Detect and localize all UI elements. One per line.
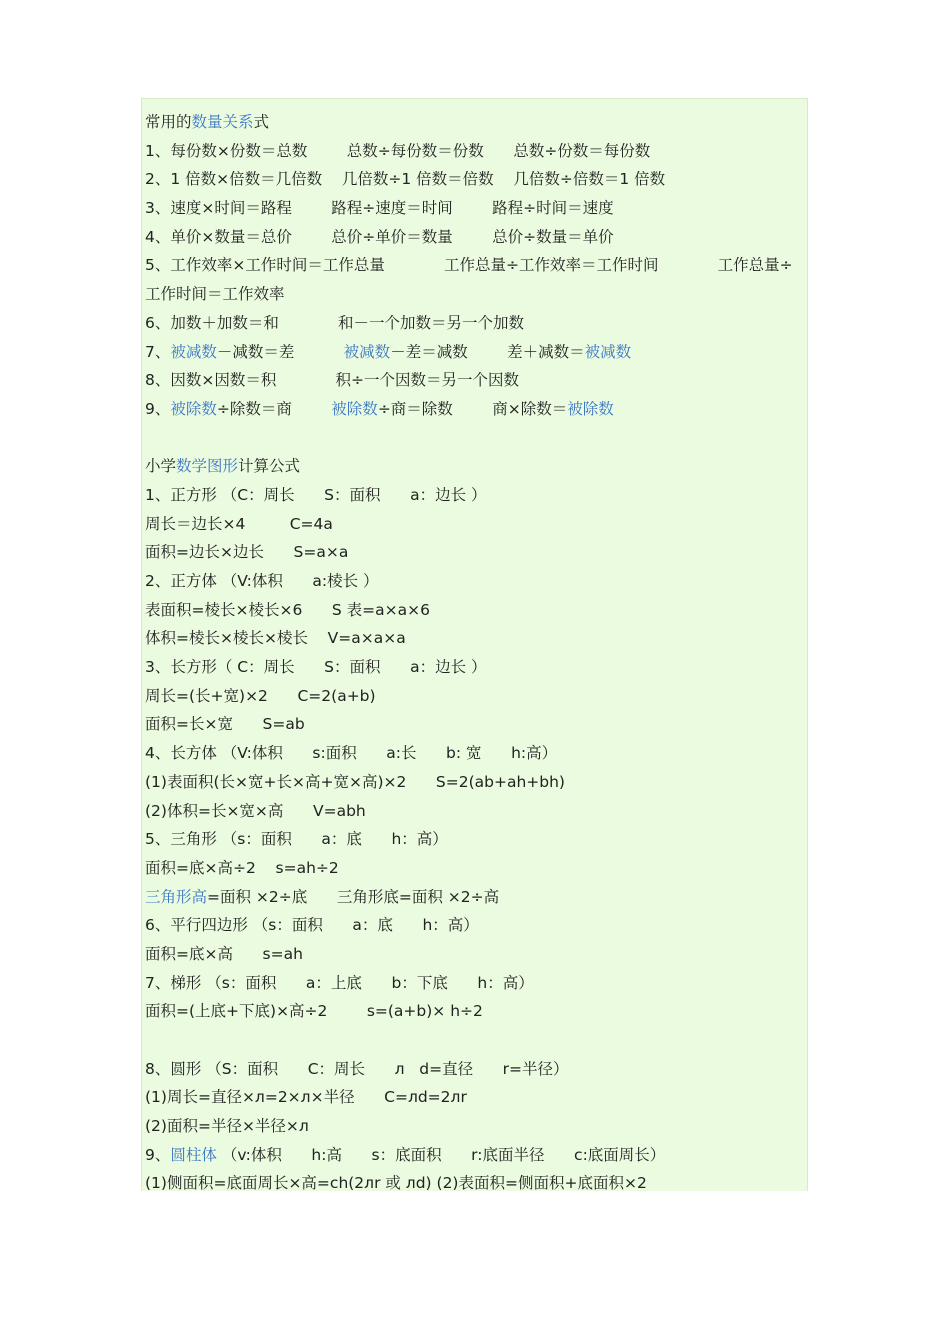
- section2-line-10: [145, 739, 807, 768]
- text-run: (1)表面积(长×宽+长×高+宽×高)×2 S=2(ab+ah+bh): [145, 772, 565, 791]
- text-run: 8、因数×因数＝积 积÷一个因数＝另一个因数: [145, 371, 519, 390]
- text-run: 表面积=棱长×棱长×6 S 表=a×a×6: [145, 600, 430, 619]
- text-run: 6、加数＋加数＝和 和－一个加数＝另一个加数: [145, 313, 524, 332]
- text-run: 7、: [145, 342, 171, 361]
- text-run: ÷商＝除数 商×除数＝: [377, 399, 568, 418]
- text-run: 面积=底×高÷2 s=ah÷2: [145, 858, 339, 877]
- section1-title: [145, 108, 807, 137]
- text-run: =面积 ×2÷底 三角形底=面积 ×2÷高: [207, 887, 500, 906]
- section2-line-2: [145, 510, 807, 539]
- section1-lines: [145, 137, 807, 424]
- text-run: （v:体积 h:高 s：底面积 r:底面半径 c:底面周长）: [216, 1145, 666, 1164]
- text-run: 1、正方形 （C：周长 S：面积 a：边长 ）: [145, 485, 487, 504]
- highlighted-term[interactable]: 被除数: [567, 399, 614, 418]
- text-run: －差＝减数 差＋减数＝: [390, 342, 585, 361]
- section1-line-2: [145, 165, 807, 194]
- highlighted-term[interactable]: 被减数: [584, 342, 632, 361]
- section1-line-4: [145, 223, 807, 252]
- text-run: 3、速度×时间＝路程 路程÷速度＝时间 路程÷时间＝速度: [145, 199, 614, 218]
- section1-line-7: [145, 309, 807, 338]
- section2-line-23: [145, 1112, 807, 1141]
- highlighted-term[interactable]: 数量关系: [191, 113, 254, 131]
- text-run: 7、梯形 （s：面积 a：上底 b：下底 h：高）: [145, 973, 534, 992]
- section2-line-14: [145, 854, 807, 883]
- section2-line-22: [145, 1083, 807, 1112]
- text-run: 工作时间＝工作效率: [145, 285, 285, 304]
- blank-line: [145, 1026, 807, 1055]
- section1-line-3: [145, 194, 807, 223]
- section2-line-8: [145, 682, 807, 711]
- text-run: 周长＝边长×4 C=4a: [145, 514, 333, 533]
- section-spacer: [145, 424, 807, 453]
- text-run: 4、单价×数量＝总价 总价÷单价＝数量 总价÷数量＝单价: [145, 227, 614, 246]
- section2-line-7: [145, 653, 807, 682]
- section2-line-25: [145, 1169, 807, 1191]
- section2-title: [145, 452, 807, 481]
- highlighted-term[interactable]: 三角形高: [145, 887, 208, 906]
- text-run: 1、每份数×份数＝总数 总数÷每份数＝份数 总数÷份数＝每份数: [145, 141, 651, 160]
- text-run: ÷除数＝商: [216, 399, 332, 418]
- highlighted-term[interactable]: 被除数: [170, 399, 217, 418]
- text-run: 周长=(长+宽)×2 C=2(a+b): [145, 686, 376, 705]
- highlighted-term[interactable]: 被除数: [331, 399, 378, 418]
- section2-lines: [145, 481, 807, 1191]
- highlighted-term[interactable]: 被减数: [170, 342, 217, 361]
- text-run: 面积=底×高 s=ah: [145, 944, 303, 963]
- text-run: 常用的: [145, 113, 192, 131]
- text-run: 5、三角形 （s：面积 a：底 h：高）: [145, 830, 448, 849]
- text-run: (2)面积=半径×半径×л: [145, 1117, 309, 1136]
- text-run: 2、1 倍数×倍数＝几倍数 几倍数÷1 倍数＝倍数 几倍数÷倍数＝1 倍数: [145, 170, 666, 189]
- text-run: 式: [253, 113, 270, 131]
- text-run: 小学: [145, 457, 177, 476]
- section2-line-24: [145, 1141, 807, 1170]
- section2-line-17: [145, 940, 807, 969]
- highlighted-term[interactable]: 被减数: [343, 342, 391, 361]
- section2-line-1: [145, 481, 807, 510]
- text-run: (1)侧面积=底面周长×高=ch(2лr 或 лd) (2)表面积=侧面积+底面积×2: [145, 1174, 647, 1191]
- text-run: 3、长方形（ C：周长 S：面积 a：边长 ）: [145, 658, 487, 677]
- section2-line-3: [145, 538, 807, 567]
- section2-line-5: [145, 596, 807, 625]
- section2-line-4: [145, 567, 807, 596]
- text-run: 体积=棱长×棱长×棱长 V=a×a×a: [145, 629, 406, 648]
- section2-line-18: [145, 969, 807, 998]
- text-run: 8、圆形 （S：面积 C：周长 л d=直径 r=半径）: [145, 1059, 569, 1078]
- text-run: (2)体积=长×宽×高 V=abh: [145, 801, 366, 820]
- highlighted-term[interactable]: 数学图形: [176, 457, 239, 476]
- text-run: 面积=长×宽 S=ab: [145, 715, 305, 734]
- text-run: 面积=(上底+下底)×高÷2 s=(a+b)× h÷2: [145, 1002, 483, 1021]
- section1-line-5: [145, 251, 807, 280]
- section2-line-19: [145, 997, 807, 1026]
- text-run: 2、正方体 （V:体积 a:棱长 ）: [145, 572, 379, 590]
- text-run: 5、工作效率×工作时间＝工作总量 工作总量÷工作效率＝工作时间 工作总量÷: [145, 256, 793, 275]
- text-run: 9、: [145, 1145, 171, 1164]
- text-run: 计算公式: [238, 457, 301, 476]
- text-run: 4、长方体 （V:体积 s:面积 a:长 b: 宽 h:高）: [145, 744, 558, 763]
- section2-line-11: [145, 768, 807, 797]
- section1-line-1: [145, 137, 807, 166]
- text-run: 面积=边长×边长 S=a×a: [145, 543, 349, 562]
- section1-line-10: [145, 395, 807, 424]
- text-run: (1)周长=直径×л=2×л×半径 C=лd=2лr: [145, 1088, 467, 1107]
- text-run: －减数＝差: [216, 342, 344, 361]
- section2-line-6: [145, 624, 807, 653]
- text-run: 9、: [145, 399, 171, 418]
- section1-line-8: [145, 338, 807, 367]
- section2-line-12: [145, 797, 807, 826]
- section2-line-15: [145, 883, 807, 912]
- section1-line-6: [145, 280, 807, 309]
- section2-line-13: [145, 825, 807, 854]
- highlighted-term[interactable]: 圆柱体: [170, 1145, 217, 1164]
- text-run: 6、平行四边形 （s：面积 a：底 h：高）: [145, 916, 479, 935]
- section2-line-16: [145, 911, 807, 940]
- section2-line-21: [145, 1055, 807, 1084]
- section1-line-9: [145, 366, 807, 395]
- section2-line-9: [145, 710, 807, 739]
- formula-sheet: [141, 98, 808, 1191]
